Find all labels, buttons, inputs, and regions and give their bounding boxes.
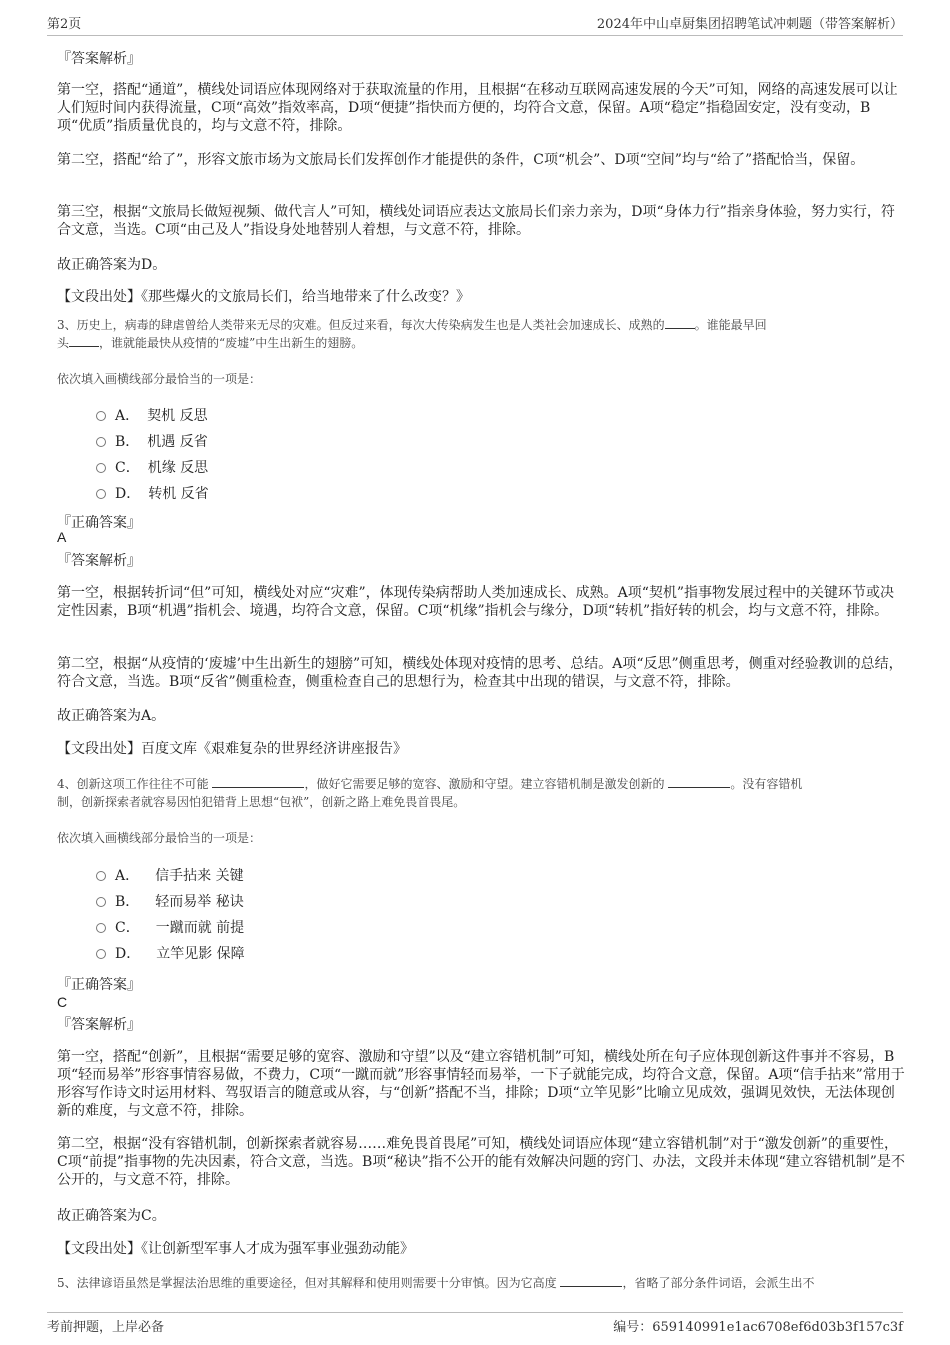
answer-blank (560, 1274, 622, 1287)
q3-conclusion: 故正确答案为A。 (57, 708, 166, 724)
q4-option-d[interactable]: D． 立竿见影 保障 (96, 943, 245, 963)
q2-analysis-para: 第一空，搭配“通道”，横线处词语应体现网络对于获取流量的作用，且根据“在移动互联网高速发展的今天”可知，网络的高速发展可以让人们短时间内获得流量，C项“高效”指效率高，D项“便捷”指快而方便的，均符合文意，保留。A项“稳定”指稳固安定，没有变动，B项“优质”指质量优良的，均与文意不符，排除。 (57, 82, 898, 134)
q3-answer: A (57, 529, 67, 545)
q3-option-d[interactable]: D． 转机 反省 (96, 483, 209, 503)
document-title: 2024年中山卓厨集团招聘笔试冲刺题（带答案解析） (596, 17, 903, 32)
radio-icon[interactable] (96, 411, 106, 421)
q2-analysis-para: 第三空，根据“文旅局长做短视频、做代言人”可知，横线处词语应表达文旅局长们亲力亲为，D项“身体力行”指亲身体验，努力实行，符合文意，当选。C项“由己及人”指设身处地替别人着想，与文意不符，排除。 (57, 204, 895, 238)
q2-source: 【文段出处】《那些爆火的文旅局长们，给当地带来了什么改变？》 (57, 289, 470, 305)
q2-conclusion: 故正确答案为D。 (57, 257, 167, 273)
q4-option-b[interactable]: B． 轻而易举 秘诀 (96, 891, 244, 911)
answer-blank (665, 316, 695, 329)
radio-icon[interactable] (96, 923, 106, 933)
q4-option-a[interactable]: A． 信手拈来 关键 (96, 865, 244, 885)
q3-analysis-para: 第二空，根据“从疫情的‘废墟’中生出新生的翅膀”可知，横线处体现对疫情的思考、总结。A项“反思”侧重思考，侧重对经验教训的总结，符合文意，当选。B项“反省”侧重检查，侧重检查自己的思想行为，检查其中出现的错误，与文意不符，排除。 (57, 656, 903, 690)
q4-source: 【文段出处】《让创新型军事人才成为强军事业强劲动能》 (57, 1241, 414, 1257)
radio-icon[interactable] (96, 437, 106, 447)
correct-answer-label: 『正确答案』 (57, 977, 141, 993)
radio-icon[interactable] (96, 489, 106, 499)
radio-icon[interactable] (96, 897, 106, 907)
q3-stem: 3、历史上，病毒的肆虐曾给人类带来无尽的灾难。但反过来看，每次大传染病发生也是人类社会加速成长、成熟的 。谁能最早回 头 ，谁就能最快从疫情的“废墟”中生出新生的翅膀。 (57, 318, 767, 350)
q4-option-c[interactable]: C． 一蹴而就 前提 (96, 917, 244, 937)
q3-prompt: 依次填入画横线部分最恰当的一项是： (57, 372, 262, 386)
page-number: 第2页 (47, 17, 82, 32)
answer-blank (668, 775, 730, 788)
footer-note: 考前押题，上岸必备 (47, 1320, 165, 1335)
q4-prompt: 依次填入画横线部分最恰当的一项是： (57, 831, 262, 845)
radio-icon[interactable] (96, 871, 106, 881)
answer-blank (212, 775, 304, 788)
correct-answer-label: 『正确答案』 (57, 515, 141, 531)
answer-blank (69, 334, 99, 347)
document-serial: 编号：659140991e1ac6708ef6d03b3f157c3f (613, 1320, 903, 1335)
analysis-label: 『答案解析』 (57, 51, 141, 67)
q4-conclusion: 故正确答案为C。 (57, 1208, 166, 1224)
q4-analysis-para: 第一空，搭配“创新”，且根据“需要足够的宽容、激励和守望”以及“建立容错机制”可知，横线处所在句子应体现创新这件事并不容易，B项“轻而易举”形容事情容易做，不费力，C项“一蹴而就”形容事情轻而易举，一下子就能完成，均符合文意，保留。A项“信手拈来”常用于形容写作诗文时运用材料、驾驭语言的随意或从容，与“创新”搭配不当，排除；D项“立竿见影”比喻立见成效，强调见效快，无法体现创新的难度，与文意不符，排除。 (57, 1049, 905, 1119)
q5-stem: 5、法律谚语虽然是掌握法治思维的重要途径，但对其解释和使用则需要十分审慎。因为它高度 ，省略了部分条件词语，会派生出不 (57, 1276, 815, 1290)
analysis-label: 『答案解析』 (57, 553, 141, 569)
q2-analysis-para: 第二空，搭配“给了”，形容文旅市场为文旅局长们发挥创作才能提供的条件，C项“机会”、D项“空间”均与“给了”搭配恰当，保留。 (57, 152, 865, 168)
radio-icon[interactable] (96, 949, 106, 959)
q3-option-a[interactable]: A． 契机 反思 (96, 405, 208, 425)
q4-stem: 4、创新这项工作往往不可能 ，做好它需要足够的宽容、激励和守望。建立容错机制是激发创新的 。没有容错机 制，创新探索者就容易因怕犯错背上思想“包袱”，创新之路上难免畏首畏尾。 (57, 777, 803, 809)
q4-analysis-para: 第二空，根据“没有容错机制，创新探索者就容易……难免畏首畏尾”可知，横线处词语应体现“建立容错机制”对于“激发创新”的重要性，C项“前提”指事物的先决因素，符合文意，当选。B项“秘诀”指不公开的能有效解决问题的窍门、办法，文段并未体现“建立容错机制”是不公开的，与文意不符，排除。 (57, 1136, 905, 1188)
q3-option-c[interactable]: C． 机缘 反思 (96, 457, 208, 477)
page-footer (47, 1312, 903, 1335)
analysis-label: 『答案解析』 (57, 1017, 141, 1033)
radio-icon[interactable] (96, 463, 106, 473)
q3-analysis-para: 第一空，根据转折词“但”可知，横线处对应“灾难”，体现传染病帮助人类加速成长、成熟。A项“契机”指事物发展过程中的关键环节或决定性因素，B项“机遇”指机会、境遇，均符合文意，保留。C项“机缘”指机会与缘分，D项“转机”指好转的机会，均与文意不符，排除。 (57, 585, 895, 619)
q3-option-b[interactable]: B． 机遇 反省 (96, 431, 208, 451)
page-header (47, 12, 903, 36)
q4-answer: C (57, 994, 68, 1010)
q3-source: 【文段出处】百度文库《艰难复杂的世界经济讲座报告》 (57, 741, 407, 757)
